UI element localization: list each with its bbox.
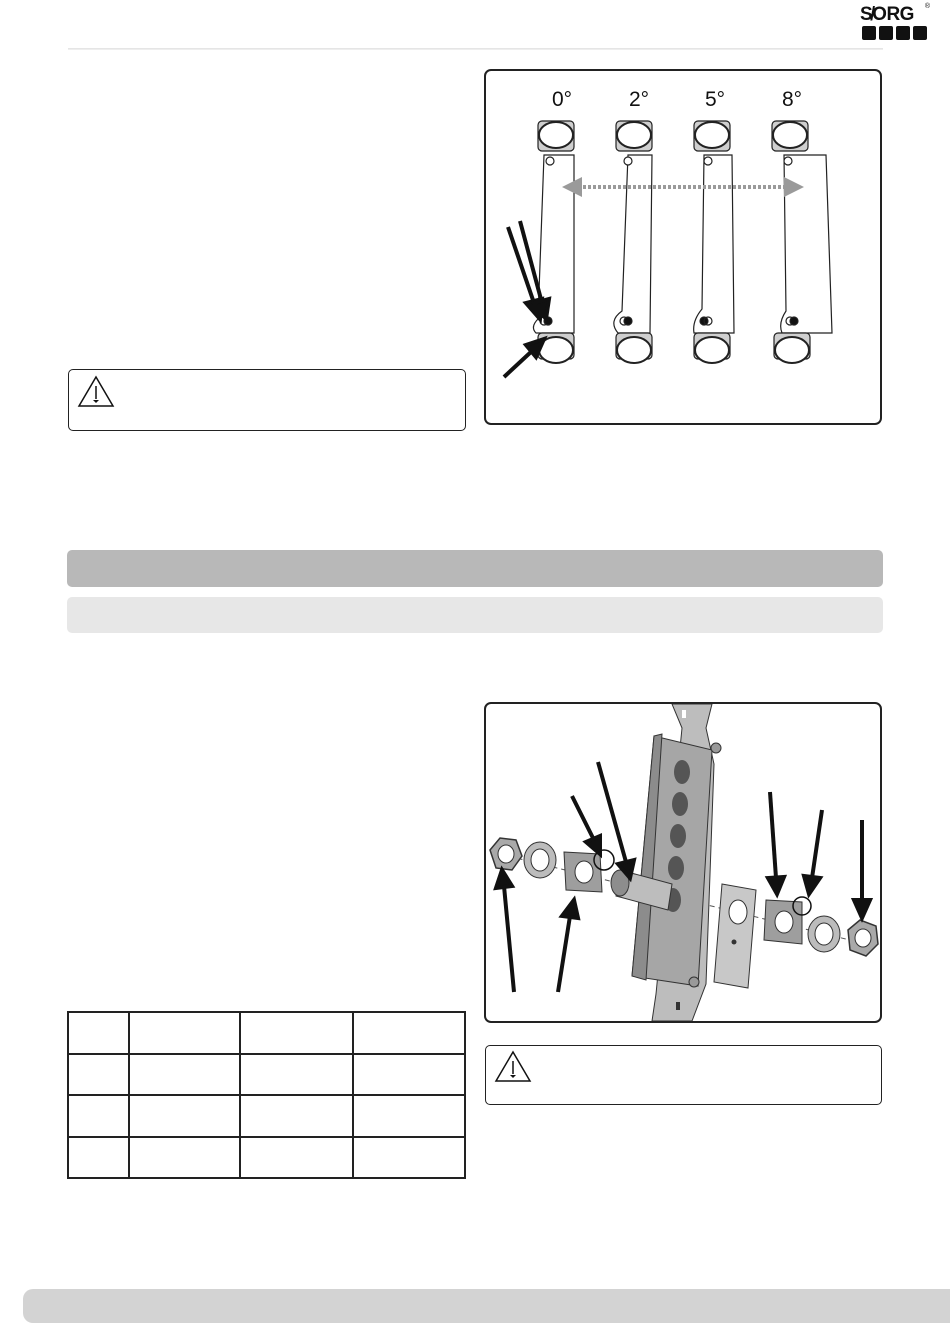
spacer-plate-right (764, 897, 811, 944)
warning-box-1 (68, 369, 466, 431)
warning-box-2 (485, 1045, 882, 1105)
table-cell (68, 1012, 129, 1054)
hex-nut-left (490, 838, 522, 870)
section-heading-bar (67, 550, 883, 587)
spacer-plate-left (564, 850, 614, 892)
table-cell (240, 1137, 352, 1179)
table-cell (129, 1012, 240, 1054)
arrow-icon (854, 820, 870, 918)
arrow-icon (768, 792, 784, 894)
arm-2 (614, 121, 652, 363)
arm-0 (533, 121, 574, 363)
arrow-icon (504, 339, 544, 377)
table-cell (353, 1012, 465, 1054)
warning-triangle-icon (494, 1050, 532, 1084)
arm-8 (772, 121, 832, 363)
arrow-icon (496, 870, 514, 992)
double-arrow-icon (562, 177, 804, 197)
arrow-icon (558, 900, 578, 992)
washer-left (524, 842, 556, 878)
table-cell (68, 1095, 129, 1137)
arm-5 (694, 121, 734, 363)
brand-name: S̸ORG (860, 4, 914, 25)
table-cell (68, 1137, 129, 1179)
table-cell (129, 1137, 240, 1179)
figure-exploded-assembly (484, 702, 882, 1023)
table-cell (68, 1054, 129, 1096)
angle-label-5: 5° (705, 88, 726, 111)
table-row (68, 1054, 465, 1096)
table-cell (353, 1137, 465, 1179)
footer-bar (23, 1289, 950, 1323)
hex-nut-right (848, 920, 878, 956)
bracket-plate (632, 704, 721, 1021)
slotted-plate (714, 884, 756, 988)
subsection-heading-bar (67, 597, 883, 633)
spec-table (67, 1011, 466, 1179)
angle-label-2: 2° (629, 88, 650, 111)
brand-blocks (862, 26, 927, 40)
table-cell (129, 1054, 240, 1096)
angle-label-0: 0° (552, 88, 573, 111)
header-rule (68, 48, 883, 50)
brand-logo (860, 3, 930, 42)
figure-angle-adjustment (484, 69, 882, 425)
arrow-icon (804, 810, 822, 894)
table-cell (240, 1012, 352, 1054)
table-cell (353, 1054, 465, 1096)
angle-label-8: 8° (782, 88, 803, 111)
arrow-icon (572, 796, 600, 854)
angle-adjustment-drawing (486, 71, 880, 423)
table-row (68, 1012, 465, 1054)
arrow-icon (598, 762, 634, 878)
table-cell (129, 1095, 240, 1137)
washer-right (808, 916, 840, 952)
table-row (68, 1095, 465, 1137)
table-cell (240, 1095, 352, 1137)
exploded-assembly-drawing (486, 704, 880, 1021)
table-row (68, 1137, 465, 1179)
warning-triangle-icon (77, 375, 115, 409)
table-cell (240, 1054, 352, 1096)
table-cell (353, 1095, 465, 1137)
registered-mark: ® (924, 3, 930, 10)
